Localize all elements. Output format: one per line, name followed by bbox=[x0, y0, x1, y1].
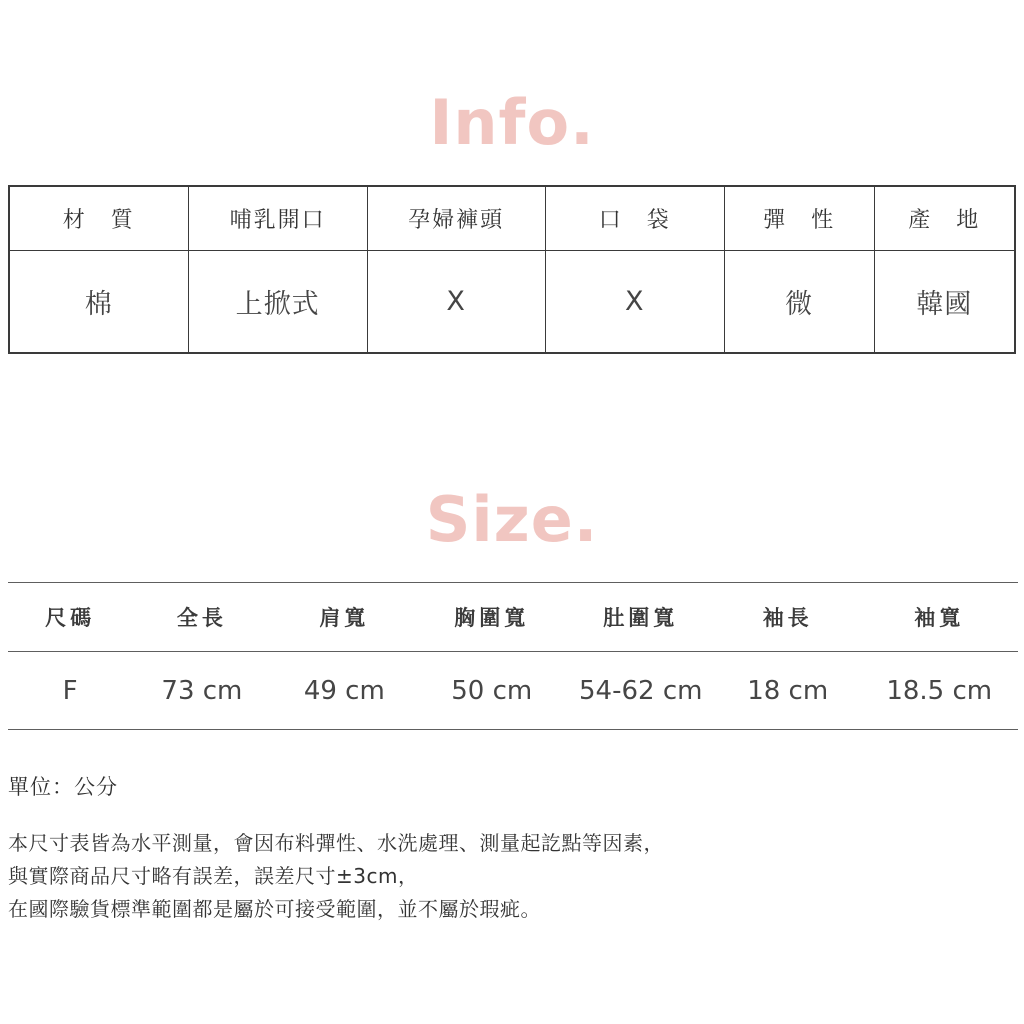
info-table-value-row bbox=[9, 251, 1015, 354]
measurement-disclaimer bbox=[8, 827, 664, 926]
info-header-pocket: 口 袋 bbox=[545, 186, 724, 251]
info-value-nursing-opening: 上掀式 bbox=[188, 251, 367, 354]
size-value-belly-width: 54-62 cm bbox=[567, 652, 715, 730]
info-table bbox=[8, 185, 1016, 354]
size-header-sleeve-width: 袖寬 bbox=[860, 583, 1018, 652]
info-header-material: 材 質 bbox=[9, 186, 188, 251]
size-header-total-length: 全長 bbox=[132, 583, 271, 652]
size-table-value-row bbox=[8, 652, 1018, 730]
info-value-maternity-waistband: X bbox=[367, 251, 545, 354]
info-value-material: 棉 bbox=[9, 251, 188, 354]
size-table-header-row bbox=[8, 583, 1018, 652]
size-header-shoulder-width: 肩寬 bbox=[272, 583, 417, 652]
info-value-pocket: X bbox=[545, 251, 724, 354]
disclaimer-line-1: 本尺寸表皆為水平測量，會因布料彈性、水洗處理、測量起訖點等因素， bbox=[8, 831, 664, 855]
info-header-origin: 產 地 bbox=[874, 186, 1015, 251]
size-header-chest-width: 胸圍寬 bbox=[417, 583, 566, 652]
disclaimer-line-3: 在國際驗貨標準範圍都是屬於可接受範圍，並不屬於瑕疵。 bbox=[8, 897, 541, 921]
size-value-total-length: 73 cm bbox=[132, 652, 271, 730]
size-value-size-code: F bbox=[8, 652, 132, 730]
size-value-sleeve-width: 18.5 cm bbox=[860, 652, 1018, 730]
info-section-title: Info. bbox=[429, 86, 595, 159]
unit-note: 單位：公分 bbox=[8, 775, 118, 799]
size-value-chest-width: 50 cm bbox=[417, 652, 566, 730]
size-section-title: Size. bbox=[425, 483, 599, 556]
size-header-sleeve-length: 袖長 bbox=[715, 583, 860, 652]
info-value-origin: 韓國 bbox=[874, 251, 1015, 354]
size-value-sleeve-length: 18 cm bbox=[715, 652, 860, 730]
info-table-header-row bbox=[9, 186, 1015, 251]
size-table bbox=[8, 582, 1018, 730]
info-header-elasticity: 彈 性 bbox=[724, 186, 874, 251]
size-header-belly-width: 肚圍寬 bbox=[567, 583, 715, 652]
disclaimer-line-2: 與實際商品尺寸略有誤差，誤差尺寸±3cm， bbox=[8, 864, 419, 888]
size-header-size-code: 尺碼 bbox=[8, 583, 132, 652]
size-value-shoulder-width: 49 cm bbox=[272, 652, 417, 730]
info-header-maternity-waistband: 孕婦褲頭 bbox=[367, 186, 545, 251]
info-header-nursing-opening: 哺乳開口 bbox=[188, 186, 367, 251]
info-value-elasticity: 微 bbox=[724, 251, 874, 354]
